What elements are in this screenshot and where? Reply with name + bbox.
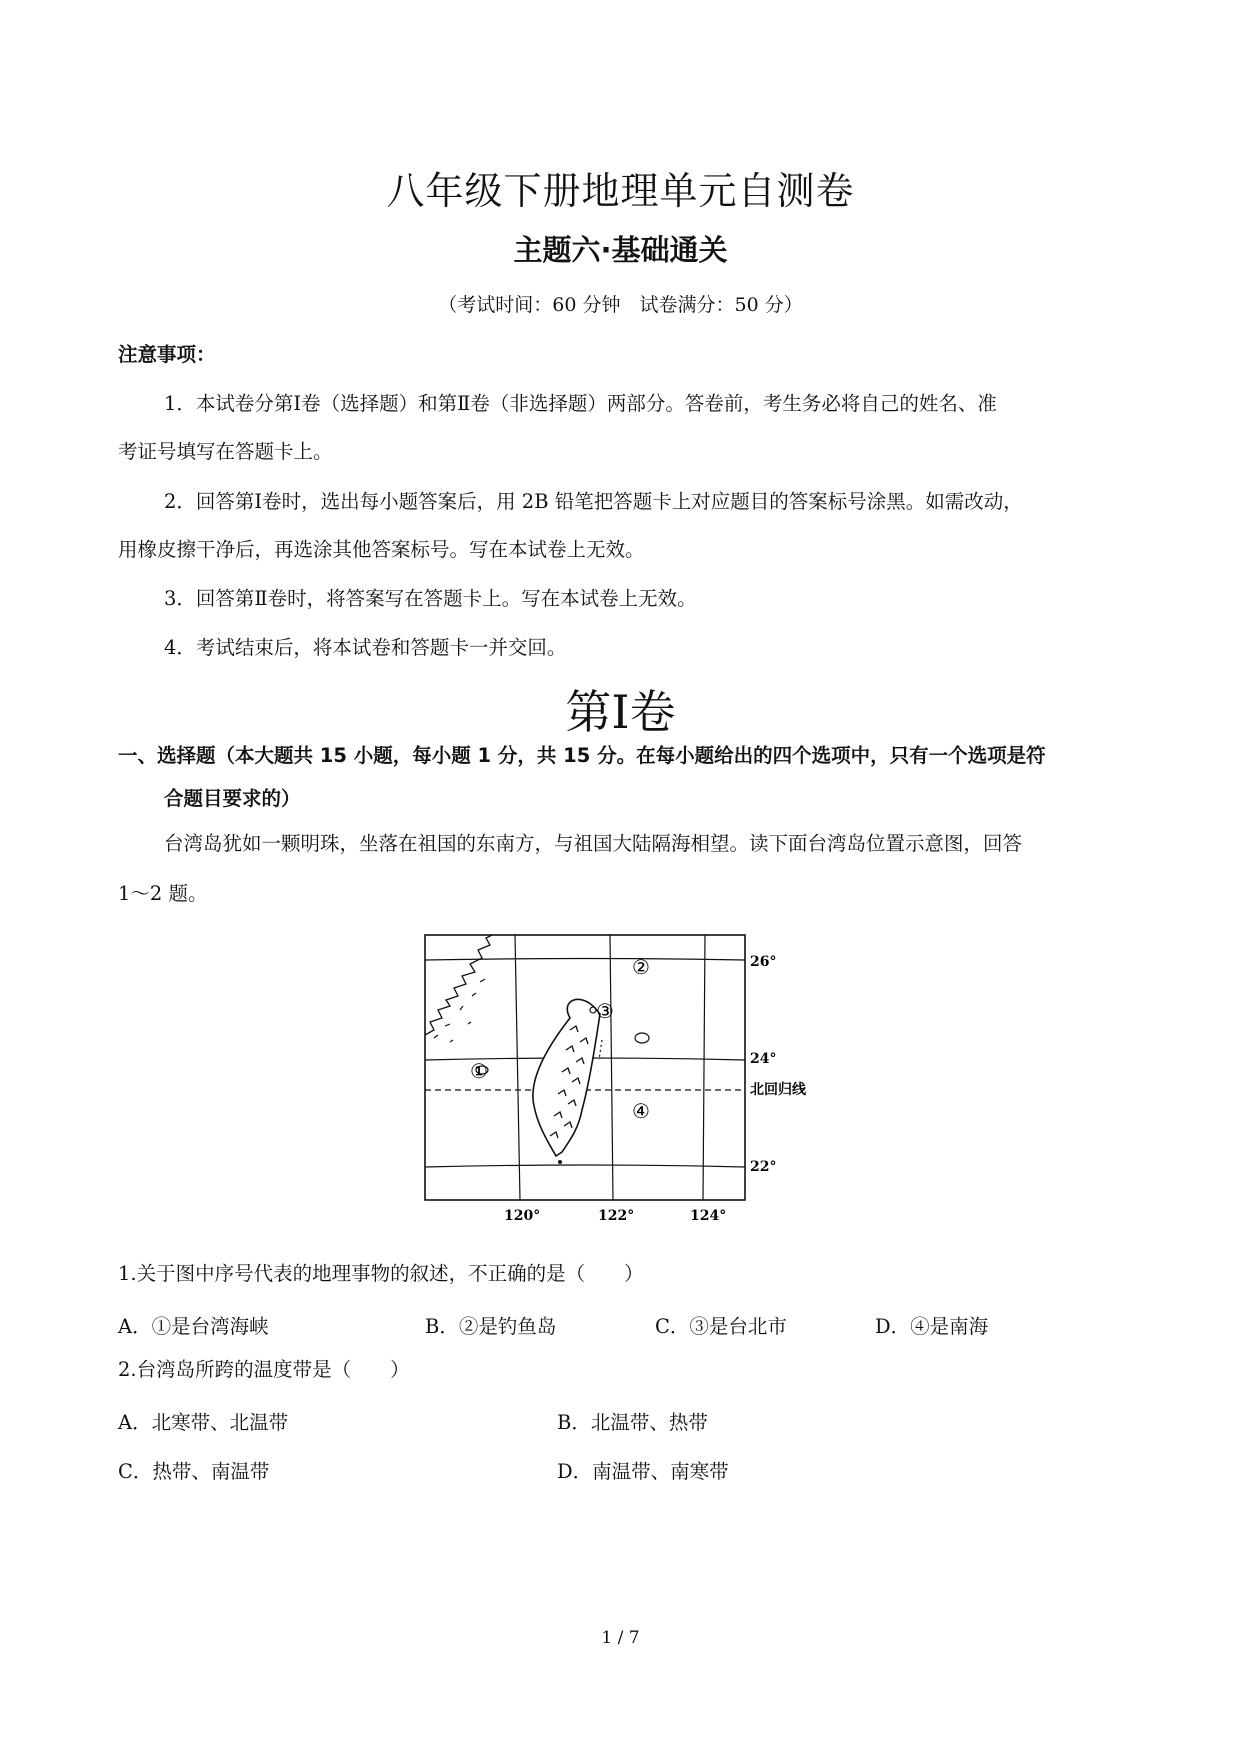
exam-time-info: （考试时间：60 分钟 试卷满分：50 分） [438,294,803,316]
question-1-stem: 1.关于图中序号代表的地理事物的叙述，不正确的是（ ） [118,1262,644,1285]
note-4: 4．考试结束后，将本试卷和答题卡一并交回。 [164,636,567,659]
marker-3: ③ [596,999,614,1023]
coastal-islands [434,979,485,1042]
q2-option-c[interactable]: C．热带、南温带 [118,1460,270,1483]
section-one-line-2: 合题目要求的） [164,787,301,810]
q2-option-d[interactable]: D．南温带、南寒带 [557,1460,729,1483]
marker-1: ① [470,1059,488,1083]
note-1-line-2: 考证号填写在答题卡上。 [118,440,333,463]
offshore-island [635,1033,649,1043]
lon-label-122: 122° [598,1208,635,1224]
tropic-label: 北回归线 [750,1082,806,1098]
intro-line-1: 台湾岛犹如一颗明珠，坐落在祖国的东南方，与祖国大陆隔海相望。读下面台湾岛位置示意图，回答 [164,832,1023,855]
lon-label-124: 124° [690,1208,727,1224]
taiwan-island [533,999,600,1156]
marker-2: ② [632,955,650,979]
southern-islet [558,1160,562,1164]
island-chain [599,1040,602,1060]
note-3: 3．回答第Ⅱ卷时，将答案写在答题卡上。写在本试卷上无效。 [164,587,697,610]
lon-label-120: 120° [504,1208,541,1224]
note-2-line-2: 用橡皮擦干净后，再选涂其他答案标号。写在本试卷上无效。 [118,538,645,561]
q1-option-a[interactable]: A．①是台湾海峡 [118,1315,269,1338]
lat-line-22 [425,1165,745,1167]
part-one-title: 第Ⅰ卷 [565,685,676,739]
lat-label-24: 24° [750,1051,777,1067]
lon-line-124 [703,935,705,1200]
q1-option-d[interactable]: D．④是南海 [875,1315,989,1338]
q2-option-b[interactable]: B．北温带、热带 [557,1411,708,1434]
taiwan-location-map [420,930,820,1230]
exam-title: 八年级下册地理单元自测卷 [386,169,855,213]
lat-label-22: 22° [750,1159,777,1175]
question-2-stem: 2.台湾岛所跨的温度带是（ ） [118,1358,410,1381]
page-number: 1 / 7 [601,1628,640,1648]
notes-heading: 注意事项： [118,343,216,366]
q1-option-b[interactable]: B．②是钓鱼岛 [425,1315,557,1338]
note-2-line-1: 2．回答第Ⅰ卷时，选出每小题答案后，用 2B 铅笔把答题卡上对应题目的答案标号涂黑。如需改动， [164,490,1023,513]
exam-subtitle: 主题六·基础通关 [513,233,728,267]
q2-option-a[interactable]: A．北寒带、北温带 [118,1411,289,1434]
note-1-line-1: 1．本试卷分第Ⅰ卷（选择题）和第Ⅱ卷（非选择题）两部分。答卷前，考生务必将自己的姓名、准 [164,392,997,415]
intro-line-2: 1～2 题。 [118,882,208,905]
marker-4: ④ [632,1099,650,1123]
lat-line-26 [425,959,745,961]
lon-line-120 [515,935,520,1200]
lat-label-26: 26° [750,954,777,970]
q1-option-c[interactable]: C．③是台北市 [655,1315,787,1338]
lon-line-122 [610,935,613,1200]
mainland-coastline [425,935,492,1035]
section-one-line-1: 一、选择题（本大题共 15 小题，每小题 1 分，共 15 分。在每小题给出的四个选项中，只有一个选项是符 [118,744,1046,767]
